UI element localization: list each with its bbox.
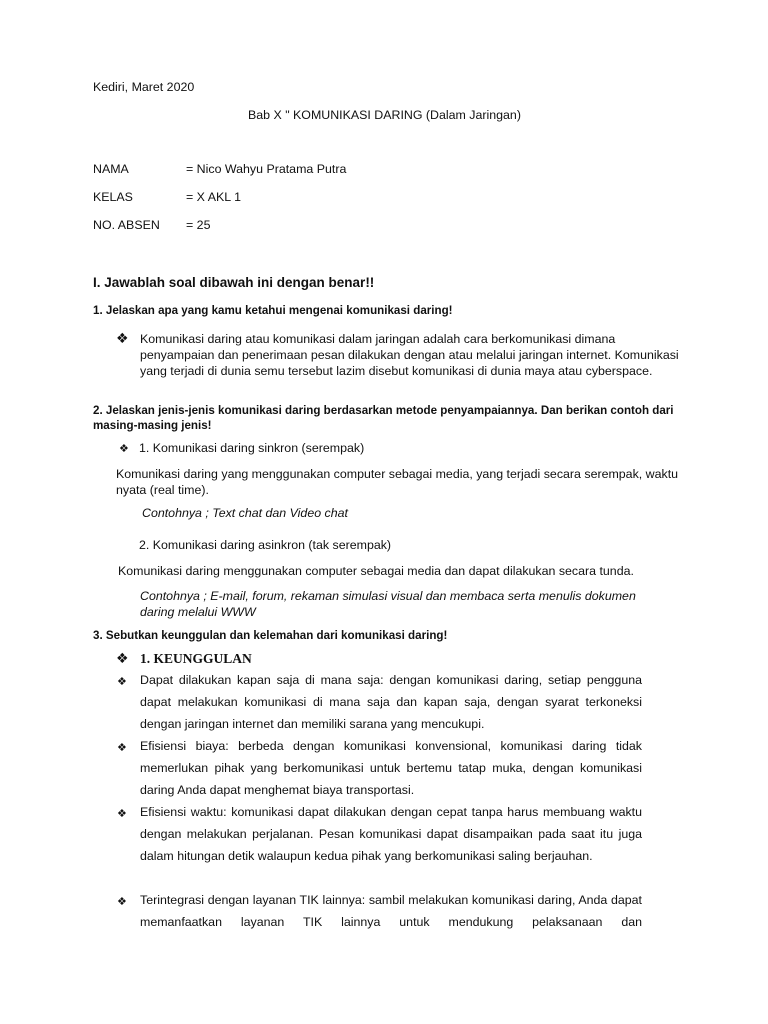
sync-example: Contohnya ; Text chat dan Video chat (142, 506, 348, 520)
diamond-bullet-icon: ❖ (116, 331, 129, 347)
diamond-bullet-icon: ❖ (116, 651, 129, 667)
sync-description: Komunikasi daring yang menggunakan computer sebagai media, yang terjadi secara serempak, waktu nyata (real time). (116, 467, 679, 497)
async-heading: 2. Komunikasi daring asinkron (tak serempak) (139, 538, 392, 552)
advantage-item-4: Terintegrasi dengan layanan TIK lainnya: sambil melakukan komunikasi daring, Anda dapat memanfaatkan layanan TIK lainnya untuk mendukung pelaksanaan dan (140, 893, 642, 929)
name-value: = Nico Wahyu Pratama Putra (186, 162, 347, 176)
instruction-heading: I. Jawablah soal dibawah ini dengan benar!! (93, 275, 375, 290)
class-label: KELAS (93, 190, 133, 204)
number-label: NO. ABSEN (93, 218, 160, 232)
diamond-bullet-icon: ❖ (117, 741, 127, 754)
question-3: 3. Sebutkan keunggulan dan kelemahan dari komunikasi daring! (93, 629, 448, 642)
question-2: 2. Jelaskan jenis-jenis komunikasi daring berdasarkan metode penyampaiannya. Dan berikan contoh dari masing-masing jenis! (93, 404, 674, 432)
diamond-bullet-icon: ❖ (117, 895, 127, 908)
question-1: 1. Jelaskan apa yang kamu ketahui mengenai komunikasi daring! (93, 304, 453, 317)
advantage-item-1: Dapat dilakukan kapan saja di mana saja: dengan komunikasi daring, setiap pengguna dapat melakukan komunikasi di mana saja dan kapan saja, dengan syarat terkoneksi dengan jaringan internet dan memiliki sarana yang mencukupi. (140, 673, 642, 731)
number-value: = 25 (186, 218, 211, 232)
sync-heading: 1. Komunikasi daring sinkron (serempak) (139, 441, 365, 455)
place-date: Kediri, Maret 2020 (93, 80, 195, 94)
class-value: = X AKL 1 (186, 190, 241, 204)
name-label: NAMA (93, 162, 129, 176)
async-description: Komunikasi daring menggunakan computer sebagai media dan dapat dilakukan secara tunda. (118, 564, 634, 578)
diamond-bullet-icon: ❖ (117, 807, 127, 820)
advantage-item-3: Efisiensi waktu: komunikasi dapat dilakukan dengan cepat tanpa harus membuang waktu dengan melakukan perjalanan. Pesan komunikasi dapat disampaikan pada saat itu juga dalam hitungan detik walaupun kedua pihak yang berkomunikasi saling berjauhan. (140, 805, 642, 863)
answer-1: Komunikasi daring atau komunikasi dalam jaringan adalah cara berkomunikasi dimana penyampaian dan penerimaan pesan dilakukan dengan atau melalui jaringan internet. Komunikasi yang terjadi di dunia semu tersebut lazim disebut komunikasi di dunia maya atau cyberspace. (140, 332, 679, 378)
advantage-item-2: Efisiensi biaya: berbeda dengan komunikasi konvensional, komunikasi daring tidak memerlukan pihak yang berkomunikasi untuk bertemu tatap muka, dengan komunikasi daring Anda dapat menghemat biaya transportasi. (140, 739, 642, 797)
diamond-bullet-icon: ❖ (117, 675, 127, 688)
diamond-bullet-icon: ❖ (119, 442, 129, 455)
async-example: Contohnya ; E-mail, forum, rekaman simulasi visual dan membaca serta menulis dokumen daring melalui WWW (140, 589, 636, 619)
chapter-title: Bab X " KOMUNIKASI DARING (Dalam Jaringan) (248, 108, 521, 122)
advantages-heading: 1. KEUNGGULAN (140, 651, 252, 666)
